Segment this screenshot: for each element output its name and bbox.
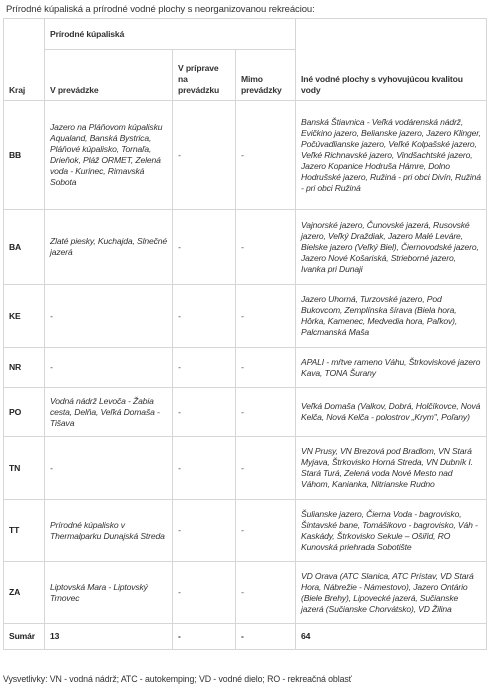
cell-kraj: BB <box>4 101 45 210</box>
cell-ine-plochy: Banská Štiavnica - Veľká vodárenská nádrž, Evičkino jazero, Belianske jazero, Jazero Klinger, Počúvadlianske jazero, Veľké Kolpašské jazero, Veľké Richnavské jazero, Vindšachtské jazero, Jazero Kopanice Hodruša Hámre, Dolno Hodrušské jazero, Ružiná - pri obci Divín, Ružiná - pri obci Ružiná <box>296 101 487 210</box>
summary-row <box>4 624 487 650</box>
cell-sumar-ine: 64 <box>296 624 487 650</box>
cell-v-prevadzke: Liptovská Mara - Liptovský Trnovec <box>45 562 173 624</box>
cell-kraj: KE <box>4 285 45 348</box>
cell-kraj: BA <box>4 210 45 285</box>
table-row <box>4 388 487 437</box>
cell-mimo-prevadzky: - <box>236 348 296 388</box>
cell-v-prevadzke: - <box>45 348 173 388</box>
footnote-legend: Vysvetlivky: VN - vodná nádrž; ATC - autokemping; VD - vodné dielo; RO - rekreačná oblasť <box>3 674 352 684</box>
cell-ine-plochy: APALI - mŕtve rameno Váhu, Štrkoviskové jazero Kava, TONA Šurany <box>296 348 487 388</box>
cell-ine-plochy: Šulianske jazero, Čierna Voda - bagrovisko, Šintavské bane, Tomášikovo - bagrovisko, Váh - Kaskády, Štrkovisko Sekule – Ošiřid, RO Kunovská priehrada Sobotište <box>296 500 487 562</box>
table-caption: Prírodné kúpaliská a prírodné vodné plochy s neorganizovanou rekreáciou: <box>6 4 315 15</box>
cell-mimo-prevadzky: - <box>236 101 296 210</box>
cell-v-priprave: - <box>173 562 236 624</box>
cell-v-prevadzke: Zlaté piesky, Kuchajda, Slnečné jazerá <box>45 210 173 285</box>
cell-mimo-prevadzky: - <box>236 437 296 500</box>
header-v-prevadzke: V prevádzke <box>45 50 173 101</box>
cell-mimo-prevadzky: - <box>236 388 296 437</box>
header-kraj: Kraj <box>4 19 45 101</box>
cell-v-prevadzke: - <box>45 285 173 348</box>
cell-v-prevadzke: - <box>45 437 173 500</box>
cell-v-prevadzke: Vodná nádrž Levoča - Žabia cesta, Delňa, Veľká Domaša - Tišava <box>45 388 173 437</box>
cell-v-prevadzke: Jazero na Pláňovom kúpalisku Aqualand, Banská Bystrica, Pláňové kúpalisko, Tornaľa, Drieňok, Pláž ORMET, Zelená voda - Kurinec, Rimavská Sobota <box>45 101 173 210</box>
cell-v-priprave: - <box>173 437 236 500</box>
cell-sumar-v-priprave: - <box>173 624 236 650</box>
header-ine-plochy: Iné vodné plochy s vyhovujúcou kvalitou vody <box>296 19 487 101</box>
cell-v-priprave: - <box>173 388 236 437</box>
cell-mimo-prevadzky: - <box>236 562 296 624</box>
cell-kraj: NR <box>4 348 45 388</box>
cell-mimo-prevadzky: - <box>236 500 296 562</box>
cell-v-priprave: - <box>173 500 236 562</box>
table-row <box>4 285 487 348</box>
header-prirodne-kupaliska: Prírodné kúpaliská <box>45 19 296 50</box>
cell-v-priprave: - <box>173 348 236 388</box>
cell-kraj: ZA <box>4 562 45 624</box>
cell-ine-plochy: Veľká Domaša (Valkov, Dobrá, Holčíkovce, Nová Kelča, Nová Kelča - polostrov „Krym", Poľany) <box>296 388 487 437</box>
cell-v-prevadzke: Prírodné kúpalisko v Thermalparku Dunajská Streda <box>45 500 173 562</box>
cell-mimo-prevadzky: - <box>236 285 296 348</box>
cell-kraj: TN <box>4 437 45 500</box>
cell-v-priprave: - <box>173 101 236 210</box>
cell-v-priprave: - <box>173 210 236 285</box>
table-row <box>4 101 487 210</box>
bathing-sites-table <box>3 18 487 650</box>
cell-ine-plochy: VN Prusy, VN Brezová pod Bradlom, VN Stará Myjava, Štrkovisko Horná Streda, VN Dubník I. Stará Turá, Zelená voda Nové Mesto nad Váhom, Kanianka, Nitrianske Rudno <box>296 437 487 500</box>
table-row <box>4 500 487 562</box>
table-row <box>4 348 487 388</box>
cell-ine-plochy: VD Orava (ATC Slanica, ATC Prístav, VD Stará Hora, Nábrežie - Námestovo), Jazero Ontário (Biele Brehy), Lipovecké jazerá, Sučianske jazerá (Sučianske Chorvátsko), VD Žilina <box>296 562 487 624</box>
cell-sumar-v-prevadzke: 13 <box>45 624 173 650</box>
cell-mimo-prevadzky: - <box>236 210 296 285</box>
cell-ine-plochy: Vajnorské jazero, Čunovské jazerá, Rusovské jazero, Veľký Draždiak, Jazero Malé Leváre, Bielske jazero (Veľký Biel), Čiernovodské jazero, Jazero Nové Košariská, Strieborné jazero, Ivanka pri Dunaji <box>296 210 487 285</box>
table-row <box>4 210 487 285</box>
table-row <box>4 562 487 624</box>
cell-kraj: TT <box>4 500 45 562</box>
cell-kraj: PO <box>4 388 45 437</box>
cell-sumar-label: Sumár <box>4 624 45 650</box>
cell-sumar-mimo: - <box>236 624 296 650</box>
table-row <box>4 437 487 500</box>
cell-ine-plochy: Jazero Uhorná, Turzovské jazero, Pod Bukovcom, Zemplínska šírava (Biela hora, Hôrka, Kamenec, Medvedia hora, Paľkov), Palcmanská Maša <box>296 285 487 348</box>
cell-v-priprave: - <box>173 285 236 348</box>
header-v-priprave: V príprave na prevádzku <box>173 50 236 101</box>
header-mimo-prevadzky: Mimo prevádzky <box>236 50 296 101</box>
